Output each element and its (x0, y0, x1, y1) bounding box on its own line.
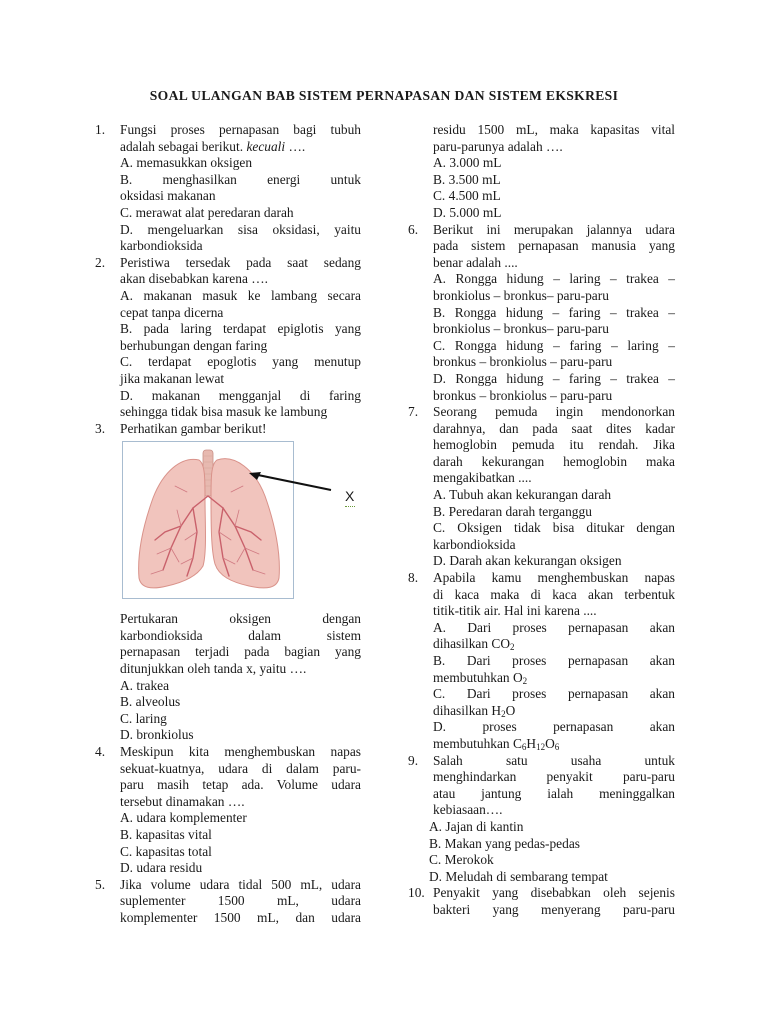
question-number: 5. (95, 876, 106, 892)
option-a: A. udara komplementer (120, 810, 247, 826)
question-stem: Penyakit yang disebabkan oleh sejenis (433, 885, 675, 901)
option-a-cont: bronkiolus – bronkus– paru-paru (433, 287, 609, 303)
question-text: ditunjukkan oleh tanda x, yaitu …. (120, 661, 307, 677)
option-a: A. Rongga hidung – laring – trakea – (433, 271, 675, 287)
option-b: B. Peredaran darah terganggu (433, 503, 592, 519)
option-c-cont: karbondioksida (433, 536, 516, 552)
question-stem: mengakibatkan .... (433, 470, 532, 486)
question-1 (95, 122, 361, 255)
option-d: D. Darah akan kekurangan oksigen (433, 553, 622, 569)
option-a: A. Dari proses pernapasan akan (433, 619, 675, 635)
question-stem: kebiasaan…. (433, 802, 503, 818)
question-stem: komplementer 1500 mL, dan udara (120, 909, 361, 925)
question-number: 2. (95, 254, 106, 270)
question-stem: tersebut dinamakan …. (120, 793, 245, 809)
option-b-cont: berhubungan dengan faring (120, 337, 268, 353)
question-stem: hemoglobin pemuda itu rendah. Jika (433, 437, 675, 453)
question-stem: menghindarkan penyakit paru-paru (433, 769, 675, 785)
option-d: D. mengeluarkan sisa oksidasi, yaitu (120, 221, 361, 237)
option-d: D. udara residu (120, 860, 203, 876)
option-c-cont: jika makanan lewat (120, 370, 225, 386)
question-stem: pada sistem pernapasan manusia yang (433, 238, 675, 254)
question-number: 8. (408, 570, 419, 586)
option-b-cont: bronkiolus – bronkus– paru-paru (433, 321, 609, 337)
question-number: 4. (95, 744, 106, 760)
question-10 (408, 885, 675, 918)
option-b: B. kapasitas vital (120, 827, 212, 842)
option-d-cont: membutuhkan $C_6H_{12}O_6$ (433, 735, 560, 752)
right-column (408, 122, 675, 919)
option-c: C. merawat alat peredaran darah (120, 204, 294, 220)
question-stem: Peristiwa tersedak pada saat sedang (120, 254, 361, 270)
question-number: 10. (408, 885, 425, 901)
option-b: B. 3.500 mL (433, 171, 501, 187)
question-5 (95, 877, 361, 927)
question-stem: sekuat-kuatnya, udara di dalam paru- (120, 760, 361, 776)
question-stem: bakteri yang menyerang paru-paru (433, 901, 675, 917)
option-a: A. makanan masuk ke lambang secara (120, 287, 361, 303)
question-9 (408, 753, 675, 886)
lungs-illustration (123, 442, 363, 598)
question-stem: di kaca maka di kaca akan terbentuk (433, 586, 675, 602)
option-d-cont: sehingga tidak bisa masuk ke lambung (120, 404, 328, 420)
question-text: pernapasan terjadi pada bagian yang (120, 644, 361, 660)
option-d: D. bronkiolus (120, 727, 194, 743)
lungs-figure (122, 441, 355, 599)
option-d-cont: bronkus – bronkiolus – paru-paru (433, 387, 613, 403)
question-3 (95, 421, 361, 744)
question-stem: atau jantung ialah meninggalkan (433, 785, 675, 801)
option-a-cont: cepat tanpa dicerna (120, 304, 224, 320)
question-number: 9. (408, 752, 419, 768)
question-stem: darah kekurangan hemoglobin maka (433, 453, 675, 469)
option-d: D. proses pernapasan akan (433, 719, 675, 735)
option-d: D. Meludah di sembarang tempat (429, 868, 608, 884)
document-title: SOAL ULANGAN BAB SISTEM PERNAPASAN DAN SISTEM EKSKRESI (149, 88, 619, 103)
option-c: C. laring (120, 710, 167, 726)
option-c: C. 4.500 mL (433, 188, 501, 204)
option-d: D. 5.000 mL (433, 204, 502, 220)
question-6 (408, 222, 675, 405)
option-b: B. Dari proses pernapasan akan (433, 653, 675, 668)
option-b: B. pada laring terdapat epiglotis yang (120, 321, 361, 337)
left-column (95, 122, 361, 927)
question-stem: Fungsi proses pernapasan bagi tubuh (120, 122, 361, 137)
option-b-cont: oksidasi makanan (120, 188, 216, 204)
question-stem: titik-titik air. Hal ini karena .... (433, 603, 597, 619)
question-stem: residu 1500 mL, maka kapasitas vital (433, 122, 675, 137)
question-stem: benar adalah .... (433, 254, 518, 270)
question-stem: Jika volume udara tidal 500 mL, udara (120, 876, 361, 892)
question-8 (408, 570, 675, 753)
option-d-cont: karbondioksida (120, 238, 203, 254)
question-number: 6. (408, 221, 419, 237)
question-2 (95, 255, 361, 421)
option-c-cont: bronkus – bronkiolus – paru-paru (433, 354, 613, 370)
option-c: C. Merokok (429, 852, 494, 868)
question-stem: paru masih tetap ada. Volume udara (120, 777, 361, 793)
question-number: 1. (95, 122, 106, 137)
option-c-cont: dihasilkan $H_2O$ (433, 702, 516, 719)
figure-marker-x: X (345, 488, 355, 507)
option-c: C. terdapat epoglotis yang menutup (120, 354, 361, 370)
option-b: B. Makan yang pedas-pedas (429, 835, 580, 851)
question-stem: paru-parunya adalah …. (433, 138, 563, 154)
option-c: C. Rongga hidung – faring – laring – (433, 337, 675, 353)
question-number: 7. (408, 404, 419, 420)
question-stem: akan disebabkan karena …. (120, 271, 268, 287)
option-a: A. Tubuh akan kekurangan darah (433, 487, 612, 503)
question-7 (408, 404, 675, 570)
option-c: C. Dari proses pernapasan akan (433, 686, 675, 702)
option-a-cont: dihasilkan $CO_2$ (433, 636, 515, 653)
question-number: 3. (95, 420, 106, 436)
question-text: karbondioksida dalam sistem (120, 627, 361, 643)
question-stem: Seorang pemuda ingin mendonorkan (433, 404, 675, 420)
question-stem: Berikut ini merupakan jalannya udara (433, 221, 675, 237)
question-stem: Salah satu usaha untuk (433, 752, 675, 768)
question-stem: Perhatikan gambar berikut! (120, 420, 267, 436)
option-a: A. 3.000 mL (433, 155, 502, 171)
option-a: A. trakea (120, 677, 170, 693)
option-a: A. memasukkan oksigen (120, 155, 253, 171)
option-c: C. Oksigen tidak bisa ditukar dengan (433, 520, 675, 536)
question-text: Pertukaran oksigen dengan (120, 611, 361, 627)
question-4 (95, 744, 361, 877)
question-5-cont (408, 122, 675, 222)
option-c: C. kapasitas total (120, 843, 212, 859)
question-stem: Apabila kamu menghembuskan napas (433, 570, 675, 586)
question-stem: Meskipun kita menghembuskan napas (120, 744, 361, 760)
option-b: B. Rongga hidung – faring – trakea – (433, 304, 675, 320)
question-stem: darahnya, dan pada saat dites kadar (433, 420, 675, 436)
option-d: D. makanan mengganjal di faring (120, 387, 361, 403)
question-stem: adalah sebagai berikut. kecuali …. (120, 138, 306, 154)
option-d: D. Rongga hidung – faring – trakea – (433, 370, 675, 386)
option-b-cont: membutuhkan $O_2$ (433, 669, 528, 686)
question-stem: suplementer 1500 mL, udara (120, 893, 361, 909)
option-b: B. menghasilkan energi untuk (120, 171, 361, 187)
option-a: A. Jajan di kantin (429, 818, 524, 834)
option-b: B. alveolus (120, 694, 181, 710)
